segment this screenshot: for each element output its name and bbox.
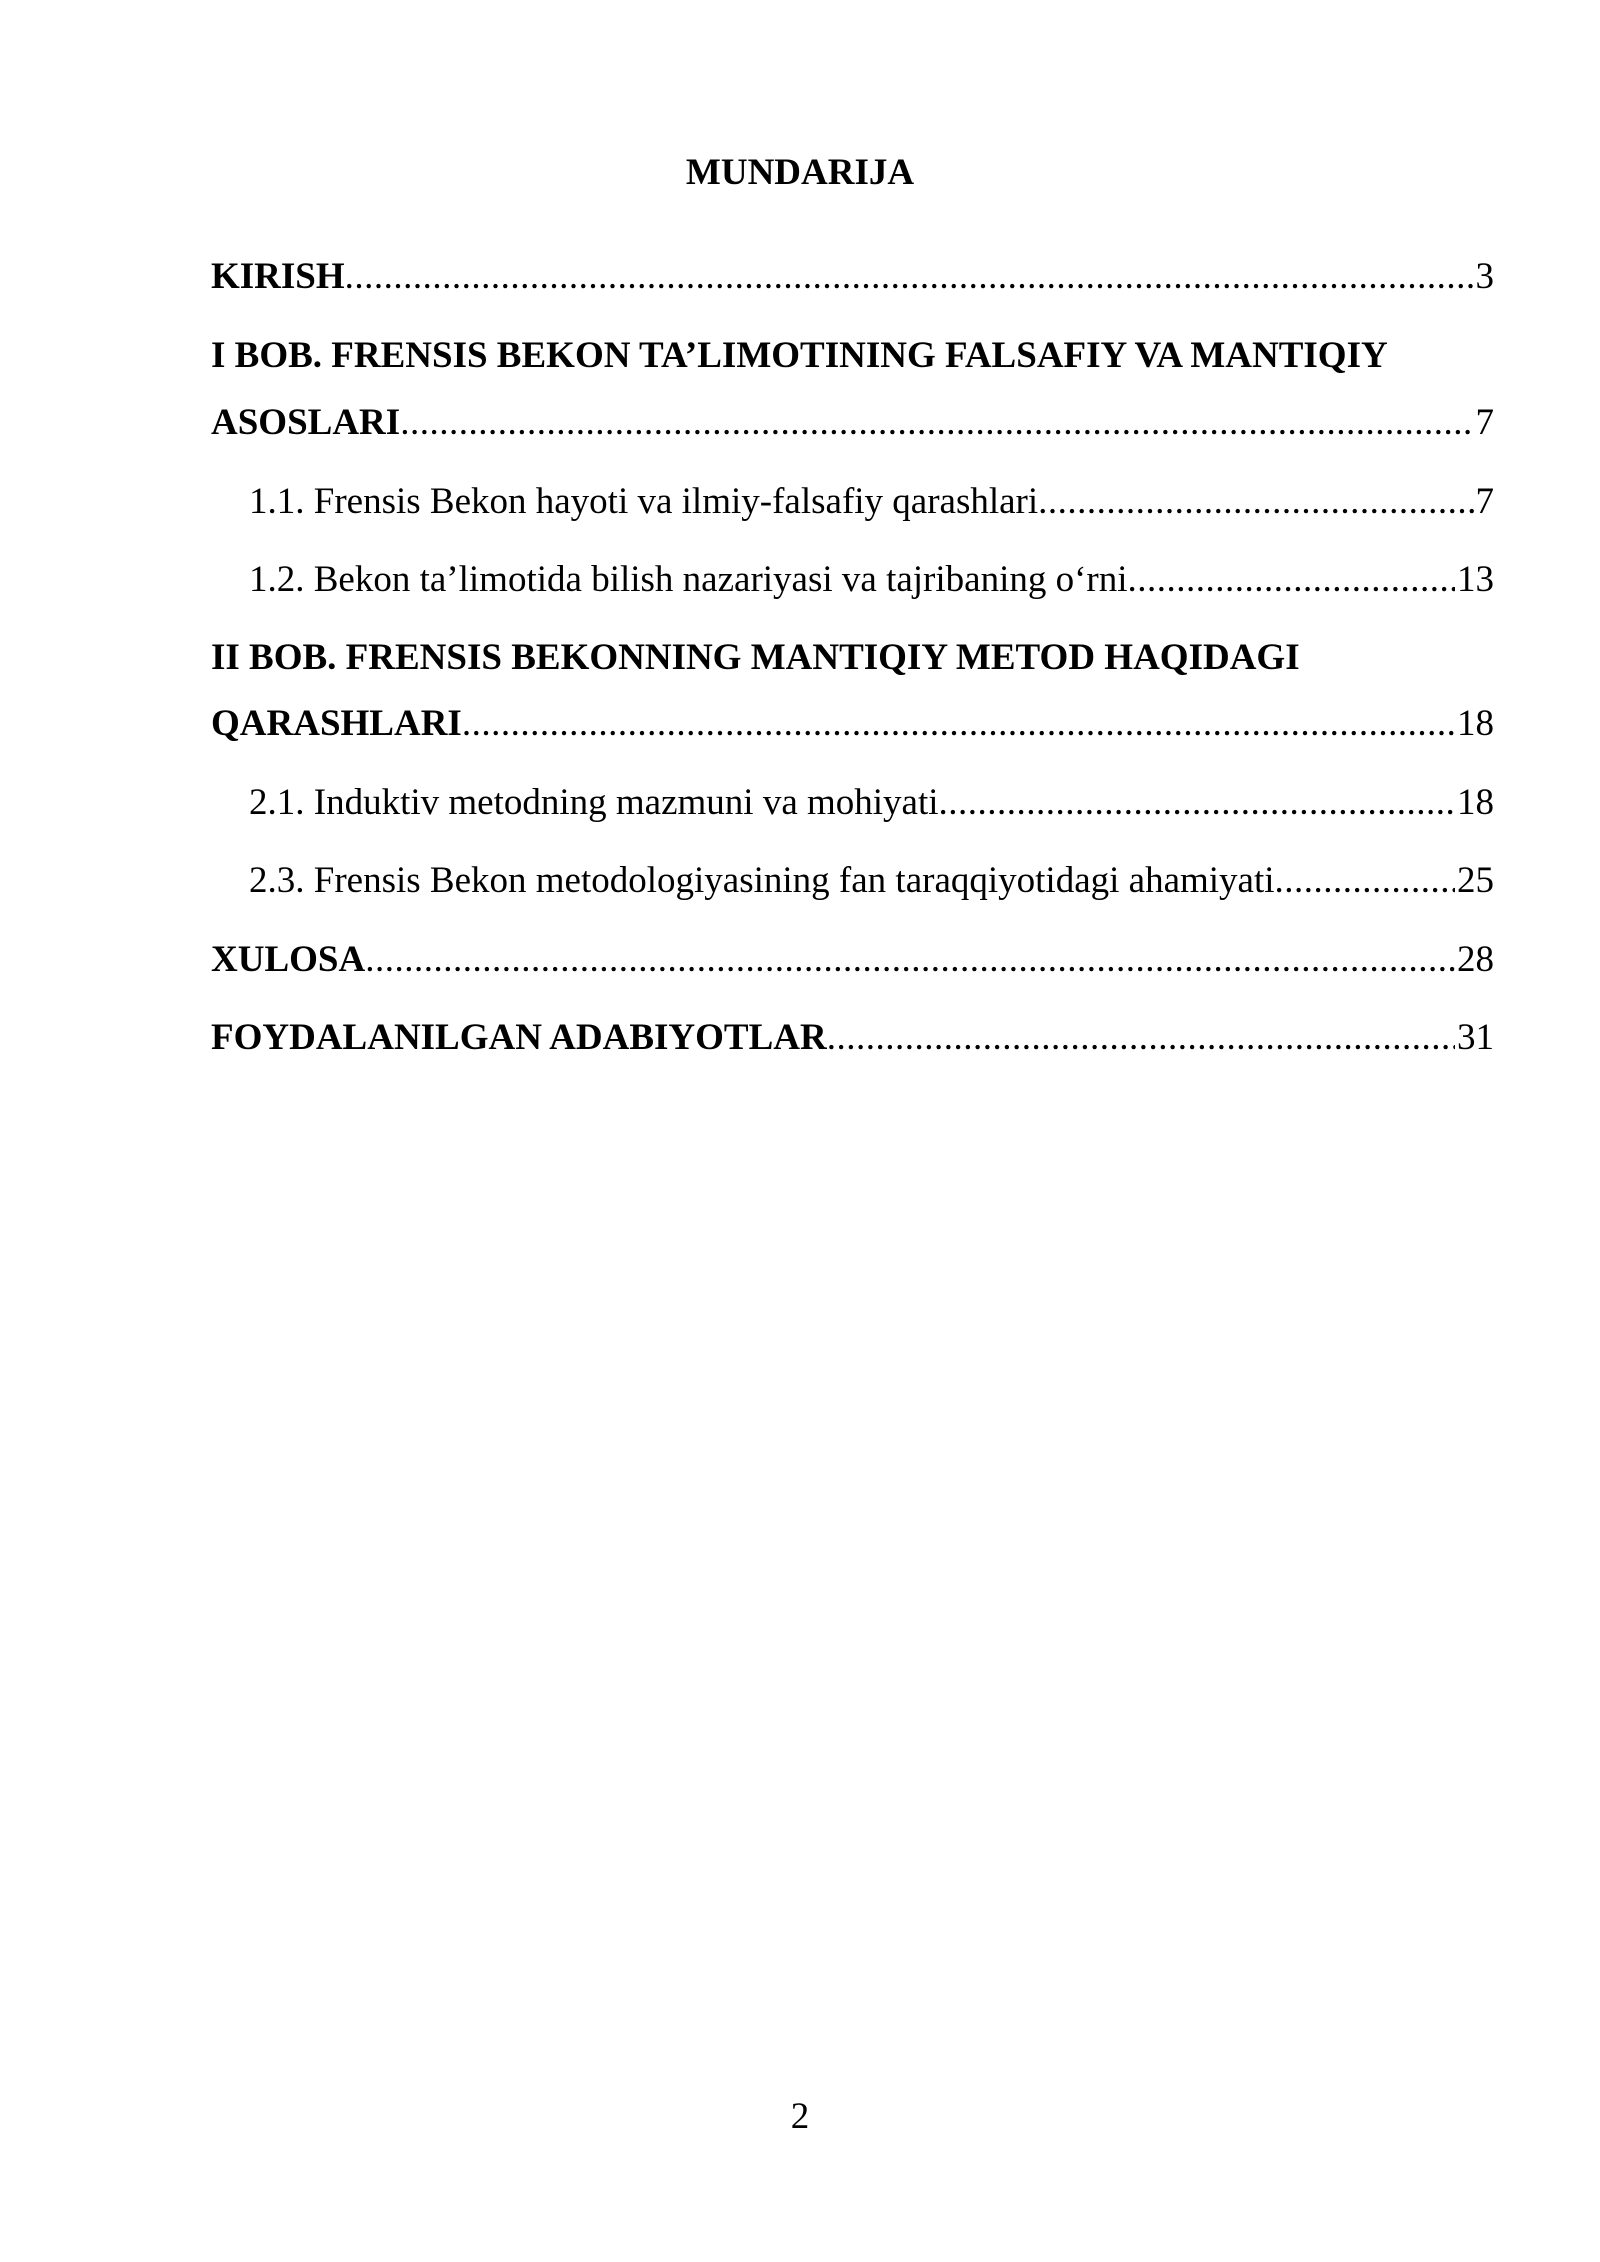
toc-entry-label: 2.1. Induktiv metodning mazmuni va mohiyati [249,782,939,823]
toc-entry-1-2[interactable] [249,554,1494,606]
dot-leader [345,251,1474,303]
page-title: MUNDARIJA [685,152,915,193]
toc-entry-label: FOYDALANILGAN ADABIYOTLAR [211,1017,827,1058]
toc-entry-label: ASOSLARI [211,402,401,443]
dot-leader [939,777,1455,829]
dot-leader [1128,554,1455,606]
toc-entry-label: QARASHLARI [211,703,462,744]
dot-leader [827,1012,1455,1064]
dot-leader [365,934,1455,986]
toc-entry-2-1[interactable] [249,777,1494,829]
toc-entry-label: 1.1. Frensis Bekon hayoti va ilmiy-falsafiy qarashlari [249,481,1039,522]
toc-entry-2-3[interactable] [249,855,1494,907]
dot-leader [400,397,1473,449]
toc-page-number: 25 [1457,860,1494,901]
dot-leader [1038,476,1473,528]
toc-entry-1-1[interactable] [249,476,1494,528]
toc-entry-bob2[interactable] [211,698,1494,750]
toc-entry-adabiyotlar[interactable] [211,1012,1494,1064]
toc-page-number: 3 [1475,256,1494,297]
toc-entry-xulosa[interactable] [211,934,1494,986]
dot-leader [462,698,1455,750]
toc-entry-kirish[interactable] [211,251,1494,303]
toc-page-number: 18 [1457,703,1494,744]
toc-page-number: 31 [1457,1017,1494,1058]
toc-entry-label: KIRISH [211,256,345,297]
toc-page-number: 18 [1457,782,1494,823]
toc-page-number: 13 [1457,559,1494,600]
toc-entry-label: 1.2. Bekon ta’limotida bilish nazariyasi va tajribaning o‘rni [249,559,1128,600]
toc-entry-bob1[interactable] [211,397,1494,449]
toc-entry-label: XULOSA [211,939,366,980]
page-number: 2 [790,2096,810,2137]
dot-leader [1275,855,1455,907]
toc-page-number: 28 [1457,939,1494,980]
toc-page-number: 7 [1475,481,1494,522]
toc-entry-label: 2.3. Frensis Bekon metodologiyasining fan taraqqiyotidagi ahamiyati [249,860,1275,901]
toc-entry-bob1-line1[interactable]: I BOB. FRENSIS BEKON TA’LIMOTINING FALSAFIY VA MANTIQIY [211,335,1388,376]
toc-entry-bob2-line1[interactable]: II BOB. FRENSIS BEKONNING MANTIQIY METOD HAQIDAGI [211,637,1300,678]
toc-page-number: 7 [1475,402,1494,443]
